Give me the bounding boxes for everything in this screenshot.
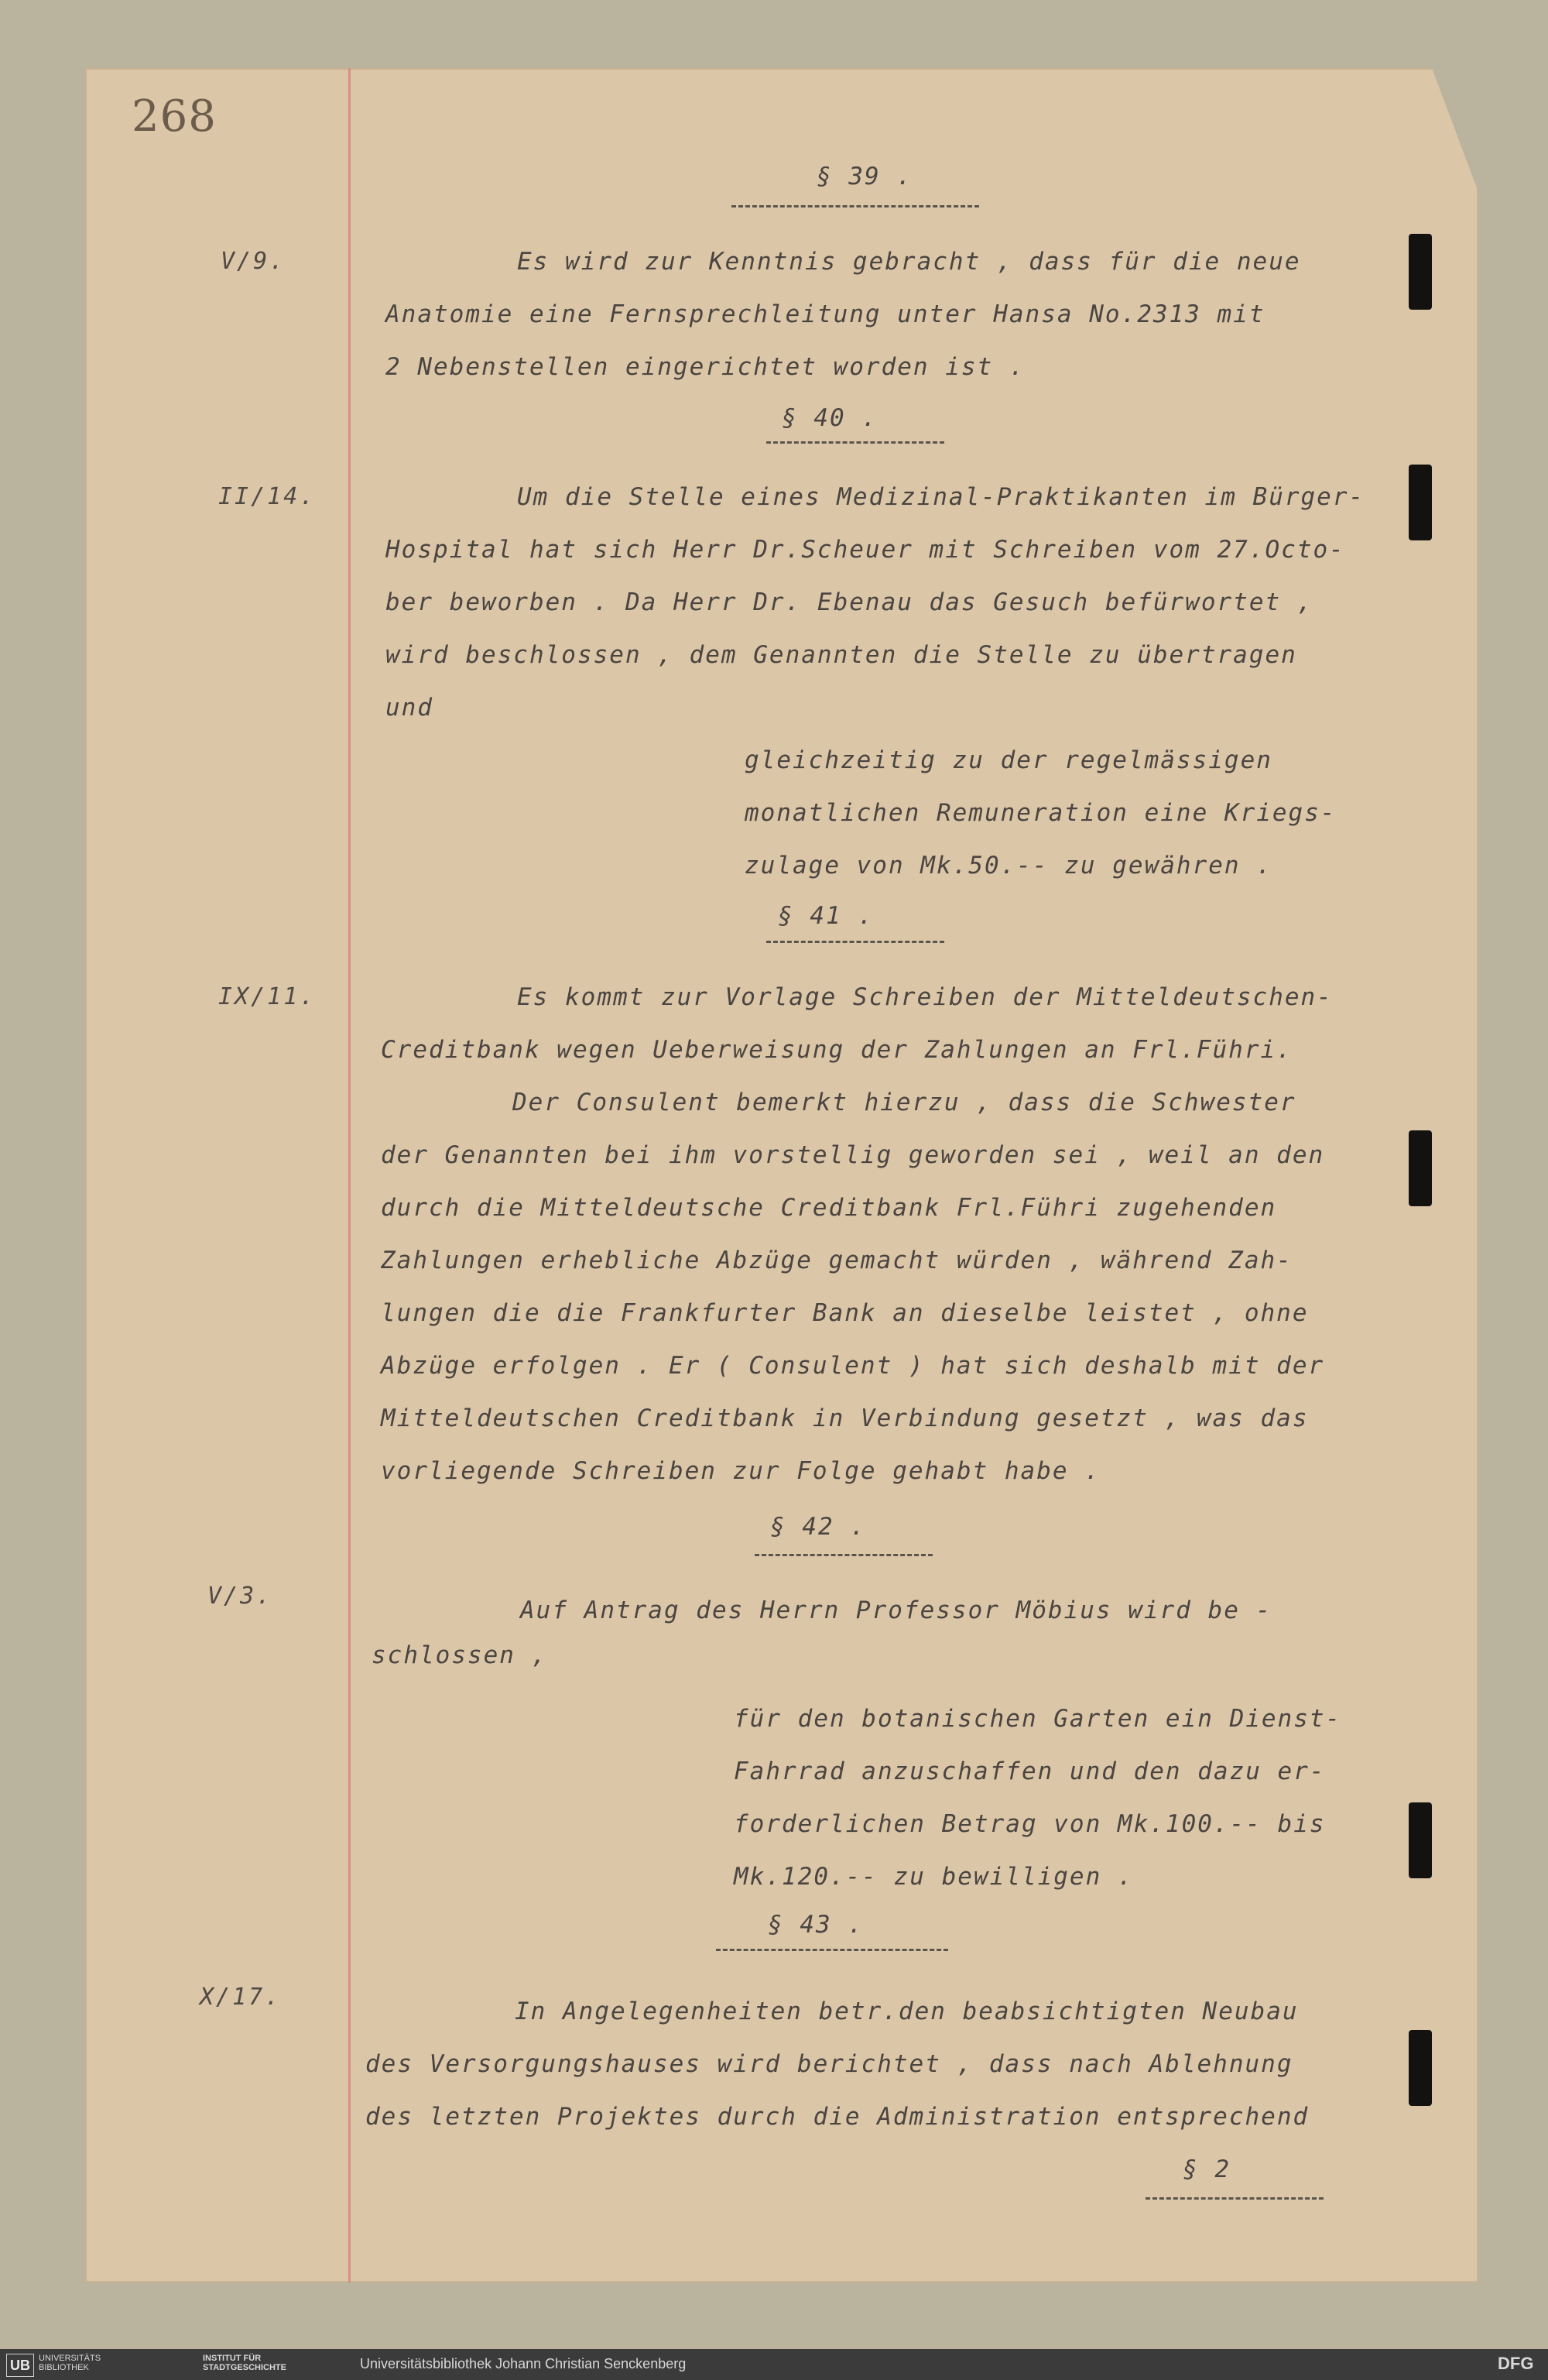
reference-v3: V/3. xyxy=(207,1583,273,1610)
text-line: In Angelegenheiten betr.den beabsichtigten Neubau xyxy=(515,1998,1299,2025)
section-heading-41: § 41 . xyxy=(778,902,874,930)
text-line: Abzüge erfolgen . Er ( Consulent ) hat sich deshalb mit der xyxy=(381,1352,1325,1380)
text-line: Es kommt zur Vorlage Schreiben der Mitteldeutschen- xyxy=(517,983,1333,1011)
section-heading-39: § 39 . xyxy=(817,163,913,190)
margin-line xyxy=(348,68,351,2282)
index-tab xyxy=(1409,1802,1432,1878)
text-line: Mitteldeutschen Creditbank in Verbindung gesetzt , was das xyxy=(381,1404,1309,1432)
ub-logo: UB xyxy=(6,2354,34,2377)
text-line: lungen die die Frankfurter Bank an dieselbe leistet , ohne xyxy=(381,1299,1309,1327)
text-line: Um die Stelle eines Medizinal-Praktikanten im Bürger- xyxy=(517,483,1365,511)
text-line: vorliegende Schreiben zur Folge gehabt habe . xyxy=(381,1457,1101,1485)
text-line: forderlichen Betrag von Mk.100.-- bis xyxy=(734,1810,1326,1838)
page-number: 268 xyxy=(132,91,217,142)
index-tab xyxy=(1409,1130,1432,1206)
reference-x17: X/17. xyxy=(200,1984,282,2011)
text-line: des letzten Projektes durch die Administration entsprechend xyxy=(365,2103,1310,2131)
text-line: Auf Antrag des Herrn Professor Möbius wird be - xyxy=(520,1596,1272,1624)
reference-v9: V/9. xyxy=(221,248,286,275)
library-name: Universitätsbibliothek Johann Christian Senckenberg xyxy=(360,2356,687,2371)
ub-logo-text: UNIVERSITÄTS BIBLIOTHEK xyxy=(39,2354,101,2372)
divider xyxy=(755,1554,933,1556)
section-heading-40: § 40 . xyxy=(782,404,878,432)
text-line: Anatomie eine Fernsprechleitung unter Hansa No.2313 mit xyxy=(385,300,1265,328)
institute-logo-text: INSTITUT FÜR STADTGESCHICHTE xyxy=(203,2354,286,2372)
divider xyxy=(766,441,944,444)
text-line: des Versorgungshauses wird berichtet , dass nach Ablehnung xyxy=(365,2050,1293,2078)
text-line: der Genannten bei ihm vorstellig geworden sei , weil an den xyxy=(381,1141,1325,1169)
section-heading-42: § 42 . xyxy=(770,1513,866,1541)
divider xyxy=(716,1949,948,1951)
text-line: Creditbank wegen Ueberweisung der Zahlungen an Frl.Führi. xyxy=(381,1036,1293,1064)
text-line: Der Consulent bemerkt hierzu , dass die Schwester xyxy=(512,1089,1296,1116)
section-heading-43: § 43 . xyxy=(768,1911,864,1939)
text-line: 2 Nebenstellen eingerichtet worden ist . xyxy=(385,353,1026,381)
text-line: Fahrrad anzuschaffen und den dazu er- xyxy=(734,1758,1326,1785)
text-line: ber beworben . Da Herr Dr. Ebenau das Gesuch befürwortet , xyxy=(385,588,1313,616)
text-line: monatlichen Remuneration eine Kriegs- xyxy=(745,799,1337,827)
text-line: und xyxy=(385,694,433,722)
text-line: Mk.120.-- zu bewilligen . xyxy=(734,1863,1134,1891)
text-line: wird beschlossen , dem Genannten die Stelle zu übertragen xyxy=(385,641,1297,669)
folded-corner xyxy=(1432,68,1478,192)
text-line: Zahlungen erhebliche Abzüge gemacht würden , während Zah- xyxy=(381,1247,1293,1274)
text-line: gleichzeitig zu der regelmässigen xyxy=(745,746,1272,774)
divider xyxy=(731,205,979,207)
reference-ix11: IX/11. xyxy=(218,983,317,1010)
text-line: Es wird zur Kenntnis gebracht , dass für die neue xyxy=(517,248,1301,276)
text-line: Hospital hat sich Herr Dr.Scheuer mit Schreiben vom 27.Octo- xyxy=(385,536,1345,564)
text-line: für den botanischen Garten ein Dienst- xyxy=(734,1705,1342,1733)
index-tab xyxy=(1409,2030,1432,2106)
text-line: schlossen , xyxy=(372,1641,548,1669)
text-line: durch die Mitteldeutsche Creditbank Frl.Führi zugehenden xyxy=(381,1194,1277,1222)
index-tab xyxy=(1409,465,1432,540)
dfg-logo: DFG xyxy=(1498,2354,1534,2373)
divider xyxy=(1146,2197,1324,2200)
reference-ii14: II/14. xyxy=(218,483,317,510)
divider xyxy=(766,941,944,943)
index-tab xyxy=(1409,234,1432,310)
catchword: § 2 xyxy=(1183,2155,1231,2183)
text-line: zulage von Mk.50.-- zu gewähren . xyxy=(745,852,1272,880)
